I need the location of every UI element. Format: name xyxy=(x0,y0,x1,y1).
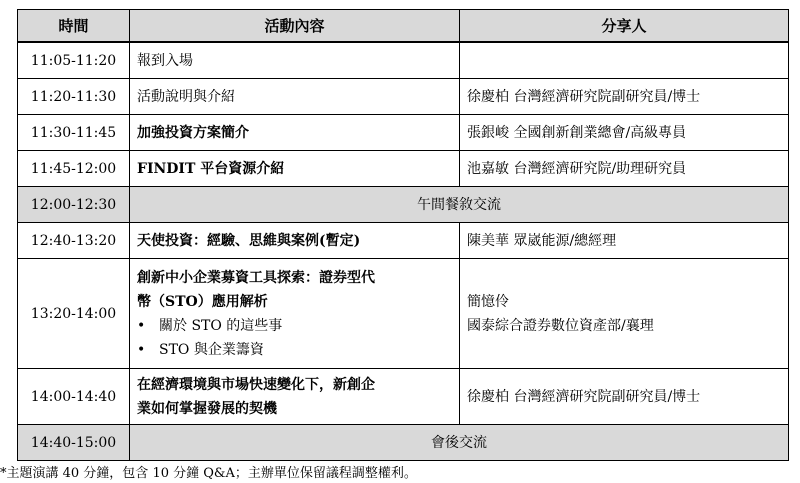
table-row xyxy=(18,369,789,425)
row-time: 13:20-14:00 xyxy=(18,259,130,369)
table-row-closing xyxy=(18,425,789,461)
row-content: 午間餐敘交流 xyxy=(130,187,789,223)
row-content xyxy=(130,259,460,369)
row-time: 11:30-11:45 xyxy=(18,115,130,151)
row-speaker: 徐慶柏 台灣經濟研究院副研究員/博士 xyxy=(460,369,789,425)
row-speaker: 徐慶柏 台灣經濟研究院副研究員/博士 xyxy=(460,79,789,115)
row-content: 天使投資：經驗、思維與案例(暫定) xyxy=(130,223,460,259)
agenda-table xyxy=(17,9,789,461)
header-content: 活動內容 xyxy=(130,10,460,43)
content-line-2: 業如何掌握發展的契機 xyxy=(137,400,277,417)
content-line-1: 在經濟環境與市場快速變化下，新創企 xyxy=(137,376,375,393)
table-row xyxy=(18,42,789,79)
content-title-line-1: 創新中小企業募資工具探索：證券型代 xyxy=(137,269,375,286)
agenda-container xyxy=(17,9,788,461)
table-row xyxy=(18,223,789,259)
footnote: *主題演講 40 分鐘，包含 10 分鐘 Q&A；主辦單位保留議程調整權利。 xyxy=(0,466,417,481)
table-row xyxy=(18,259,789,369)
content-title-line-2: 幣（STO）應用解析 xyxy=(137,293,268,310)
list-item: • STO 與企業籌資 xyxy=(137,338,452,362)
content-bullet-list xyxy=(137,314,452,362)
row-speaker xyxy=(460,42,789,79)
header-speaker: 分享人 xyxy=(460,10,789,43)
row-time: 12:00-12:30 xyxy=(18,187,130,223)
row-time: 11:45-12:00 xyxy=(18,151,130,187)
row-content xyxy=(130,369,460,425)
row-speaker xyxy=(460,259,789,369)
list-item: • 關於 STO 的這些事 xyxy=(137,314,452,338)
row-content: 報到入場 xyxy=(130,42,460,79)
row-content: 加強投資方案簡介 xyxy=(130,115,460,151)
table-row xyxy=(18,115,789,151)
header-time: 時間 xyxy=(18,10,130,43)
table-row-break xyxy=(18,187,789,223)
speaker-name: 簡憶伶 xyxy=(467,293,509,310)
table-header-row xyxy=(18,10,789,43)
row-time: 14:40-15:00 xyxy=(18,425,130,461)
row-time: 11:20-11:30 xyxy=(18,79,130,115)
row-speaker: 陳美華 眾崴能源/總經理 xyxy=(460,223,789,259)
row-content: 活動說明與介紹 xyxy=(130,79,460,115)
row-content: FINDIT 平台資源介紹 xyxy=(130,151,460,187)
row-time: 11:05-11:20 xyxy=(18,42,130,79)
row-speaker: 池嘉敏 台灣經濟研究院/助理研究員 xyxy=(460,151,789,187)
speaker-affiliation: 國泰綜合證券數位資產部/襄理 xyxy=(467,317,654,334)
table-row xyxy=(18,151,789,187)
row-speaker: 張銀峻 全國創新創業總會/高級專員 xyxy=(460,115,789,151)
row-content: 會後交流 xyxy=(130,425,789,461)
row-time: 12:40-13:20 xyxy=(18,223,130,259)
row-time: 14:00-14:40 xyxy=(18,369,130,425)
table-row xyxy=(18,79,789,115)
